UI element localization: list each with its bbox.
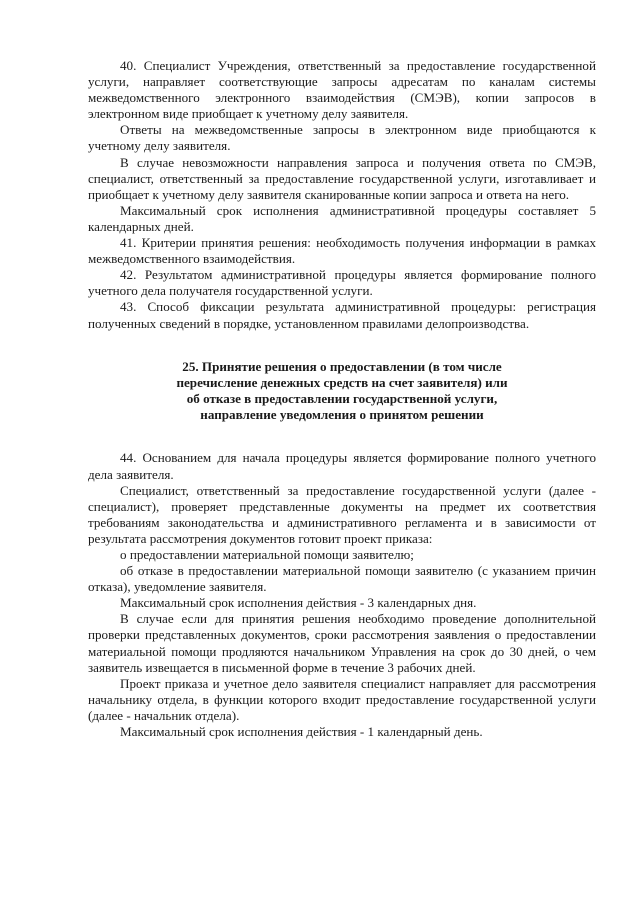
heading-line: направление уведомления о принятом решении — [200, 407, 484, 423]
paragraph-smev-impossible: В случае невозможности направления запроса и получения ответа по СМЭВ, специалист, ответственный за предоставление государственной услуги, изготавливает и приобщает к учетному делу заявителя сканированные копии запроса и ответа на него. — [88, 154, 596, 202]
section-heading-25 — [88, 359, 596, 424]
paragraph-specialist-checks: Специалист, ответственный за предоставление государственной услуги (далее - специалист), проверяет представленные документы на предмет их соответствия требованиям законодательства и административного регламента и в зависимости от результата рассмотрения документов готовит проект приказа: — [88, 482, 596, 546]
paragraph-40: 40. Специалист Учреждения, ответственный за предоставление государственной услуги, направляет соответствующие запросы адресатам по каналам системы межведомственного электронного взаимодействия (СМЭВ), копии запросов в электронном виде приобщает к учетному делу заявителя. — [88, 58, 596, 122]
paragraph-44: 44. Основанием для начала процедуры является формирование полного учетного дела заявителя. — [88, 450, 596, 482]
heading-line: об отказе в предоставлении государственной услуги, — [186, 391, 498, 406]
paragraph-draft-order: Проект приказа и учетное дело заявителя специалист направляет для рассмотрения начальнику отдела, в функции которого входит предоставление государственной услуги (далее - начальник отдела). — [88, 675, 596, 723]
heading-line: перечисление денежных средств на счет заявителя) или — [176, 374, 508, 390]
heading-line: 25. Принятие решения о предоставлении (в том числе — [182, 358, 502, 374]
paragraph-43: 43. Способ фиксации результата административной процедуры: регистрация полученных сведений в порядке, установленном правилами делопроизводства. — [88, 299, 596, 331]
paragraph-option-grant: о предоставлении материальной помощи заявителю; — [120, 546, 414, 562]
document-page — [88, 58, 596, 740]
paragraph-option-refusal: об отказе в предоставлении материальной помощи заявителю (с указанием причин отказа), уведомление заявителя. — [88, 563, 596, 595]
paragraph-41: 41. Критерии принятия решения: необходимость получения информации в рамках межведомственного взаимодействия. — [88, 235, 596, 267]
paragraph-42: 42. Результатом административной процедуры является формирование полного учетного дела получателя государственной услуги. — [88, 267, 596, 299]
paragraph-responses: Ответы на межведомственные запросы в электронном виде приобщаются к учетному делу заявителя. — [88, 122, 596, 154]
paragraph-max-term-5-days: Максимальный срок исполнения административной процедуры составляет 5 календарных дней. — [88, 202, 596, 234]
paragraph-additional-check: В случае если для принятия решения необходимо проведение дополнительной проверки представленных документов, сроки рассмотрения заявления о предоставлении материальной помощи продляются начальником Управления на срок до 30 дней, о чем заявитель извещается в письменной форме в течение 3 рабочих дней. — [88, 611, 596, 675]
paragraph-max-term-3-days: Максимальный срок исполнения действия - 3 календарных дня. — [120, 595, 477, 611]
paragraph-max-term-1-day: Максимальный срок исполнения действия - 1 календарный день. — [120, 724, 483, 739]
